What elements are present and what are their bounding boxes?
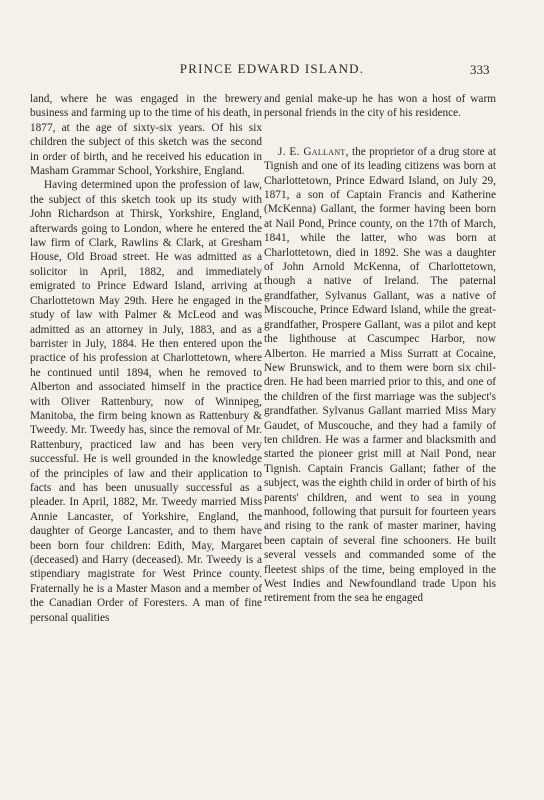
biography-subject-name: J. E. Gallant,	[278, 145, 349, 158]
paragraph-continuation: land, where he was engaged in the brewery business and farming up to the time of his death, in 1877, at the age of sixty-six years. Of his six children the subject of this sketch was the second in order of birth, and he received his education in Masham Grammar School, Yorkshire, England.	[30, 93, 262, 178]
section-divider-space	[264, 121, 496, 145]
running-title: PRINCE EDWARD ISLAND.	[179, 61, 365, 76]
paragraph-tweedy-law-career: Having determined upon the profession of law, the subject of this sketch took up its study with John Richardson at Thirsk, Yorkshire, England, afterwards going to London, where he entered the law firm of Clark, Rawlins & Clark, at Gresham House, Old Broad street. He was admitted as a solicitor in April, 1882, and immediately emigrated to Prince Edward Island, arriving at Charlottetown May 29th. Here he engaged in the study of law with Palmer & McLeod and was admitted as an attorney in July, 1883, and as a barrister in July, 1884. He then entered upon the practice of his profession at Charlottetown, where he continued until 1894, when he removed to Alberton and associated himself in the practice with Oliver Rattenbury, now of Winnipeg, Manitoba, the firm being known as Rattenbury & Tweedy. Mr. Tweedy has, since the removal of Mr. Rattenbury, practiced law and has been very successful. He is well grounded in the knowledge of the principles of law and their application to facts and has been unusually successful as a pleader. In April, 1882, Mr. Tweedy married Miss Annie Lancaster, of Yorkshire, England, the daughter of George Lancaster, and to them have been born four children: Edith, May, Margaret (deceased) and Harry (deceased). Mr. Tweedy is a stipendiary magistrate for West Prince county. Fraternally he is a Master Mason and a member of the Canadian Order of Foresters. A man of fine personal qualities	[30, 179, 262, 624]
biography-text: the proprietor of a drug store at Tignish and one of its leading citizens was born at Charlottetown, Prince Edward Island, on July 29, 1871, a son of Captain Francis and Katherine (McKenna) Gallant, the former having been born at Nail Pond, Prince county, on the 17th of March, 1841, while the latter, who was born at Charlottetown, died in 1892. She was a daughter of John Arnold McKenna, of Charlottetown, though a native of Ireland. The paternal grandfather, Sylvanus Gallant, was a native of Miscouche, Prince Edward Island, while the great-grandfather, Prospere Gallant, was a pilot and kept the lighthouse at Cascumpec Harbor, now Alberton. He married a Miss Surratt at Cocaine, New Brunswick, and to them were born six children. He had been married prior to this, and one of the children of the first marriage was the subject's grandfather. Sylvanus Gallant married Miss Mary Gaudet, of Muscouche, and they had a family of ten children. He was a farmer and blacksmith and started the pioneer grist mill at Nail Pond, near Tignish. Captain Francis Gallant; father of the subject, was the eighth child in order of birth of his parents' children, and went to sea in young manhood, following that pursuit for fourteen years and rising to the rank of master mariner, having been captain of several fine schooners. He built several vessels and commanded some of the fleetest ships of the time, being employed in the West Indies and Newfoundland trade Upon his retirement from the sea he engaged	[264, 145, 496, 605]
paragraph-continuation-right: and genial make-up he has won a host of warm personal friends in the city of his residence.	[264, 93, 496, 120]
right-column	[264, 92, 496, 606]
paragraph-gallant-biography	[264, 145, 496, 606]
left-column	[30, 92, 262, 625]
page-number: 333	[470, 62, 490, 77]
